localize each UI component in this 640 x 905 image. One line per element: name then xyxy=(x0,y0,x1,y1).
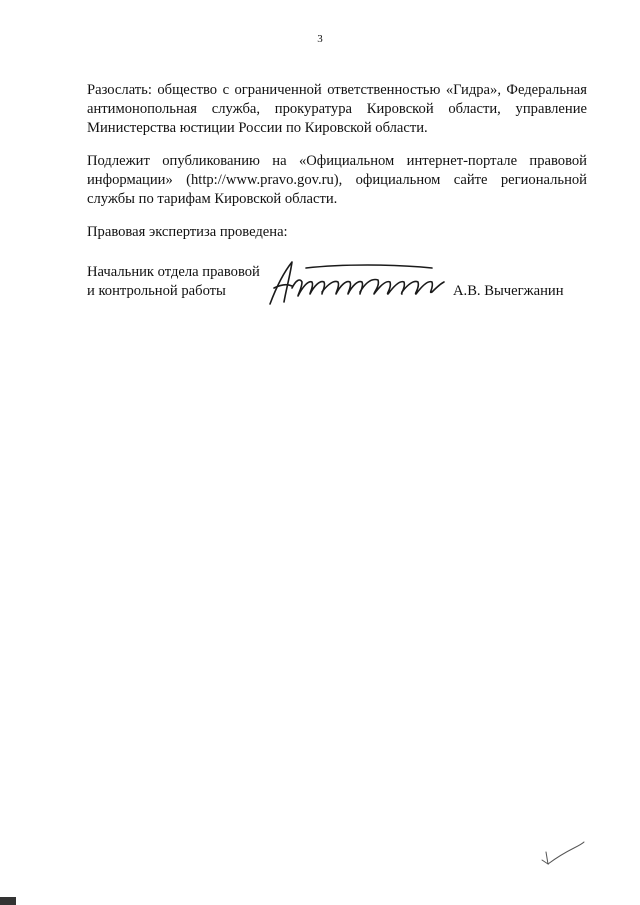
expertise-paragraph: Правовая экспертиза проведена: xyxy=(87,224,288,240)
signatory-position-line-2: и контрольной работы xyxy=(87,283,226,299)
signatory-position-line-1: Начальник отдела правовой xyxy=(87,264,260,280)
publication-paragraph: Подлежит опубликованию на «Официальном интернет-портале правовой информации» (http://www.pravo.gov.ru), официальном сайте региональной службы по тарифам Кировской области. xyxy=(87,153,587,207)
handwritten-signature xyxy=(262,258,447,308)
signatory-name: А.В. Вычегжанин xyxy=(453,283,564,299)
page-number: 3 xyxy=(317,33,323,45)
distribution-paragraph: Разослать: общество с ограниченной ответственностью «Гидра», Федеральная антимонопольная служба, прокуратура Кировской области, управление Министерства юстиции России по Кировской области. xyxy=(87,82,587,136)
handwritten-mark xyxy=(538,840,586,868)
scan-edge-mark xyxy=(0,897,16,905)
signatory-position xyxy=(87,263,260,301)
